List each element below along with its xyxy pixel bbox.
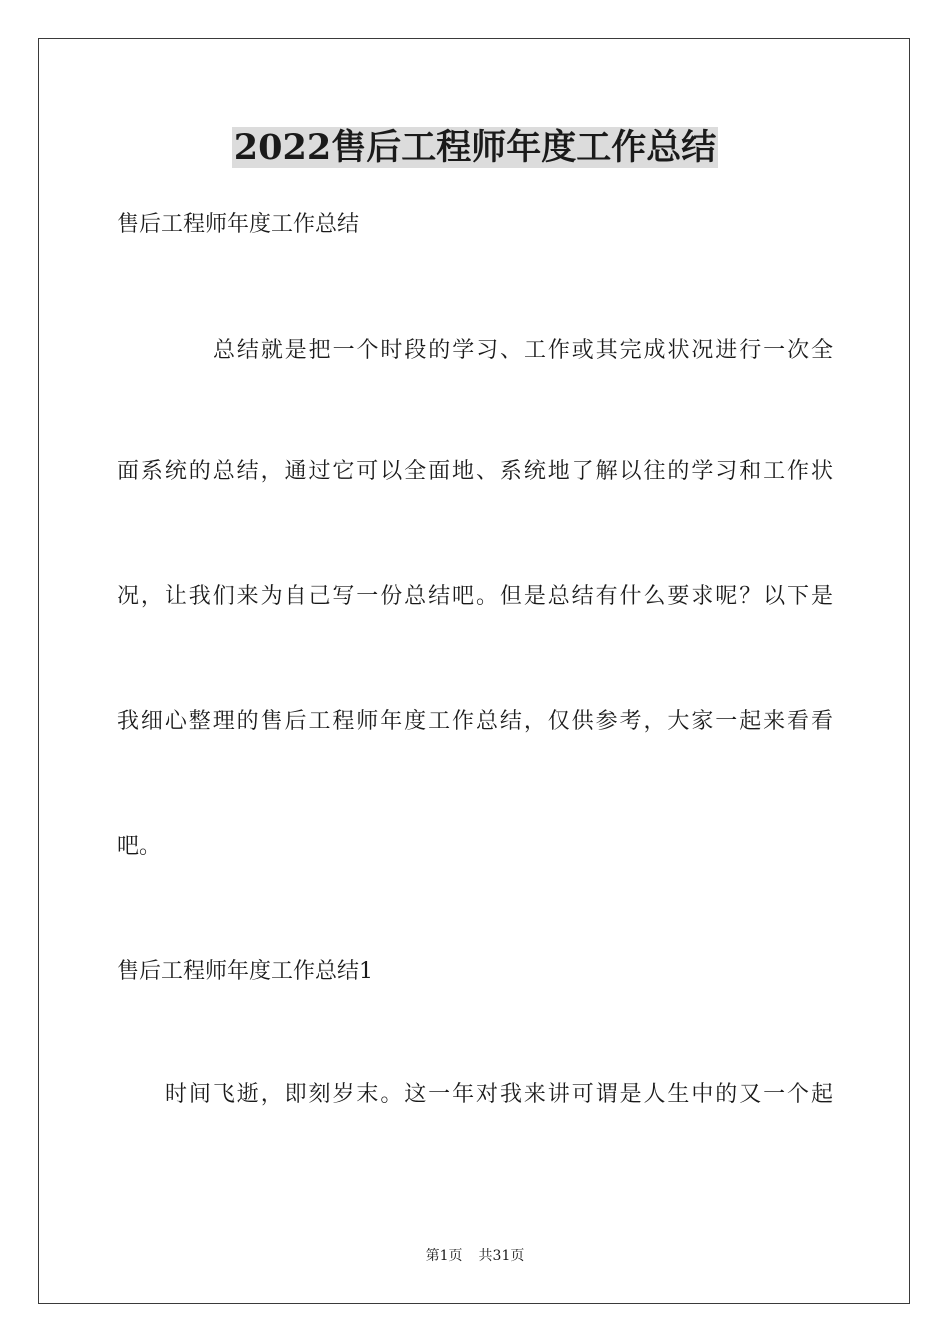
intro-line-1: 总结就是把一个时段的学习、工作或其完成状况进行一次全 (213, 338, 833, 363)
page-total: 共31页 (478, 1248, 525, 1264)
intro-line-4: 我细心整理的售后工程师年度工作总结，仅供参考，大家一起来看看 (117, 709, 833, 734)
document-title (0, 126, 950, 170)
intro-line-5: 吧。 (117, 834, 162, 859)
page-number: 第1页 (425, 1248, 463, 1264)
section-heading: 售后工程师年度工作总结1 (117, 959, 373, 984)
document-title-text: 2022售后工程师年度工作总结 (233, 127, 717, 168)
section-paragraph-line-1: 时间飞逝，即刻岁末。这一年对我来讲可谓是人生中的又一个起 (165, 1082, 833, 1107)
intro-line-3: 况，让我们来为自己写一份总结吧。但是总结有什么要求呢？以下是 (117, 584, 833, 609)
page-footer (0, 1246, 950, 1266)
document-subtitle: 售后工程师年度工作总结 (117, 212, 360, 237)
intro-line-2: 面系统的总结，通过它可以全面地、系统地了解以往的学习和工作状 (117, 459, 833, 484)
